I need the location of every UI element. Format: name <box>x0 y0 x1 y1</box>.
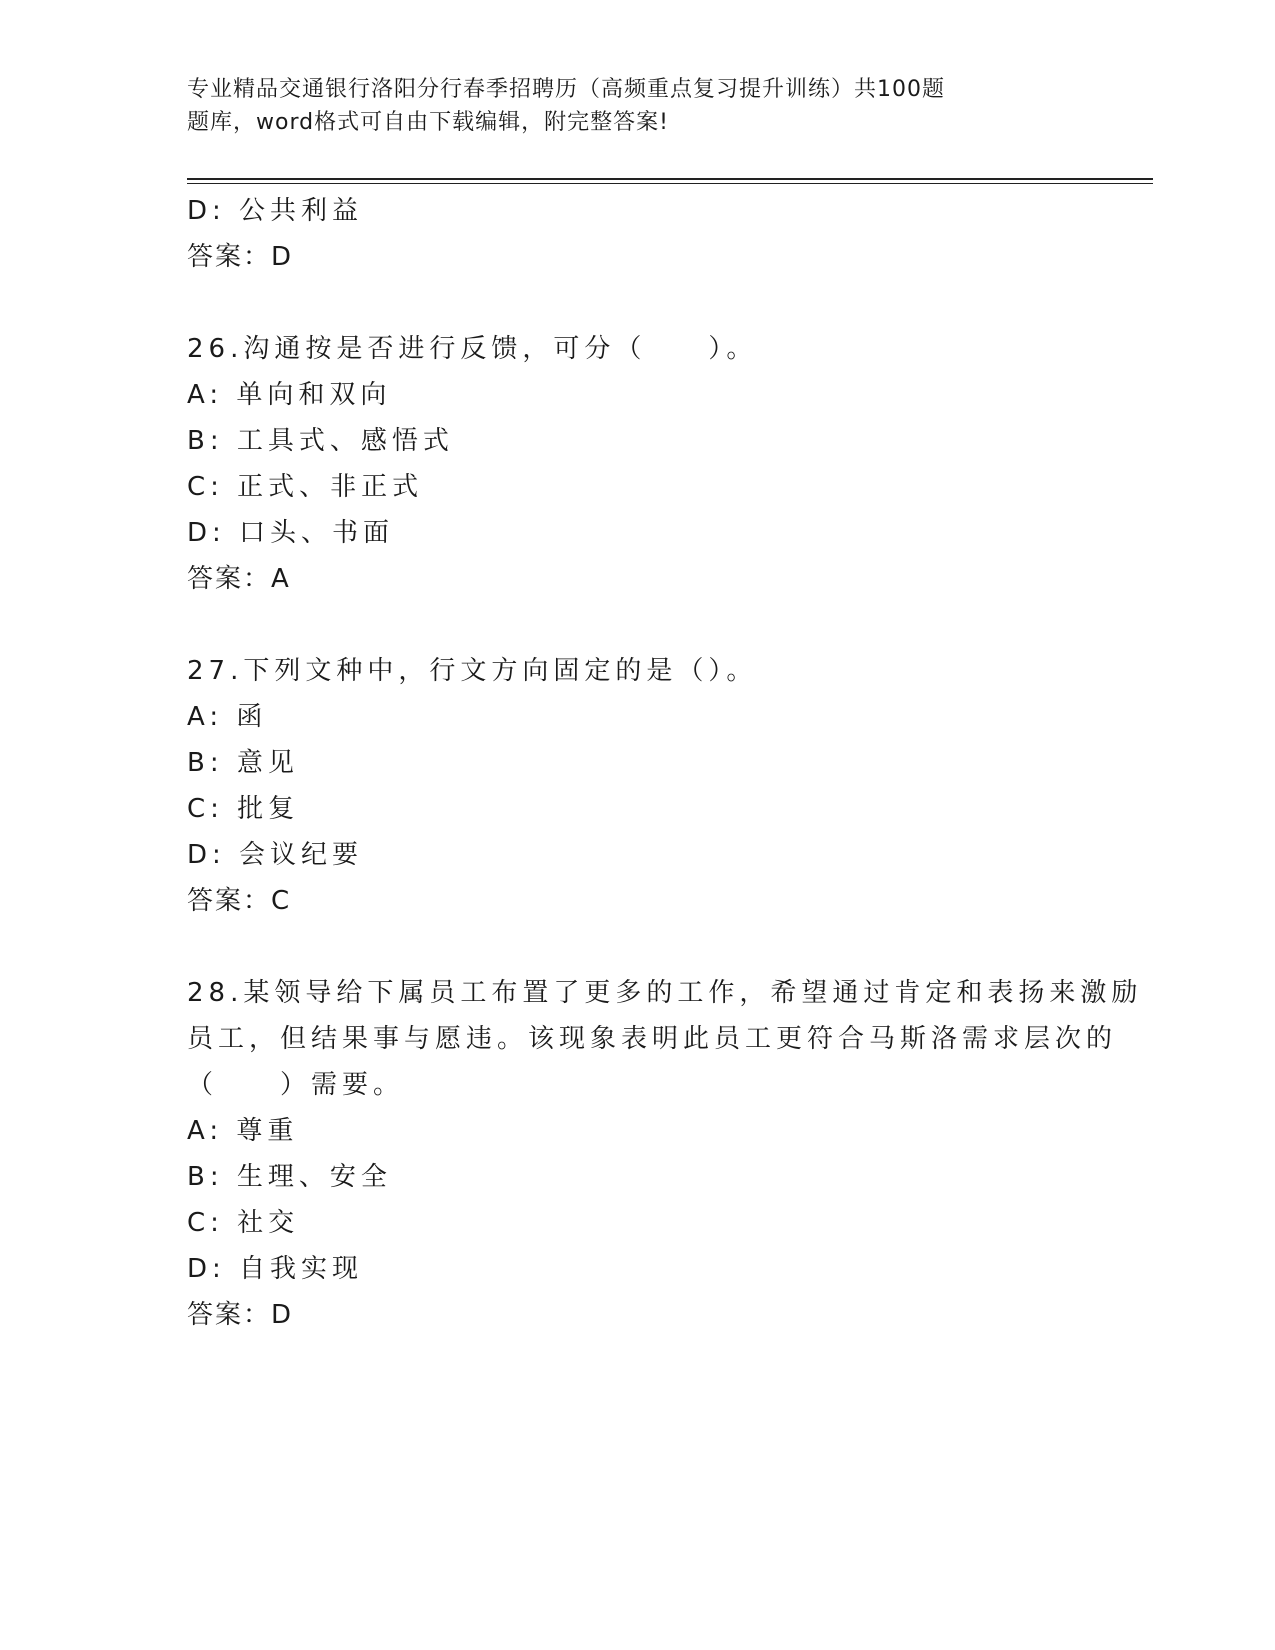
question-26-option-a: A: 单向和双向 <box>187 380 392 410</box>
document-header <box>187 73 1027 139</box>
prev-question-option-d: D: 公共利益 <box>187 196 364 226</box>
question-26-option-c: C: 正式、非正式 <box>187 472 424 502</box>
question-27-option-d: D: 会议纪要 <box>187 840 364 870</box>
header-title-line-1: 专业精品交通银行洛阳分行春季招聘历（高频重点复习提升训练）共100题 <box>187 77 945 102</box>
header-title-line-2: 题库，word格式可自由下载编辑，附完整答案! <box>187 110 669 135</box>
spacer <box>187 280 1087 326</box>
question-26-option-d: D: 口头、书面 <box>187 518 395 548</box>
question-26-option-b: B: 工具式、感悟式 <box>187 426 454 456</box>
question-26-answer: 答案：A <box>187 564 291 594</box>
spacer <box>187 924 1087 970</box>
header-divider-thin <box>187 183 1153 184</box>
question-28-option-c: C: 社交 <box>187 1208 300 1238</box>
question-28-stem-line-1: 28.某领导给下属员工布置了更多的工作，希望通过肯定和表扬来激励 <box>187 978 1143 1008</box>
question-27-stem: 27.下列文种中，行文方向固定的是（）。 <box>187 656 758 686</box>
spacer <box>187 602 1087 648</box>
prev-question-answer: 答案：D <box>187 242 294 272</box>
question-28-stem-line-2: 员工，但结果事与愿违。该现象表明此员工更符合马斯洛需求层次的 <box>187 1024 1118 1054</box>
header-divider-thick <box>187 178 1153 180</box>
question-28-option-d: D: 自我实现 <box>187 1254 364 1284</box>
question-28-option-b: B: 生理、安全 <box>187 1162 392 1192</box>
question-list <box>187 188 1143 1338</box>
question-26-stem: 26.沟通按是否进行反馈，可分（ ）。 <box>187 334 758 364</box>
question-28-stem <box>187 970 1143 1108</box>
question-27-option-c: C: 批复 <box>187 794 300 824</box>
question-27-option-a: A: 函 <box>187 702 268 732</box>
question-28-answer: 答案：D <box>187 1300 294 1330</box>
question-27-answer: 答案：C <box>187 886 292 916</box>
question-28-option-a: A: 尊重 <box>187 1116 299 1146</box>
question-27-option-b: B: 意见 <box>187 748 299 778</box>
question-28-stem-line-3: （ ）需要。 <box>187 1070 405 1100</box>
